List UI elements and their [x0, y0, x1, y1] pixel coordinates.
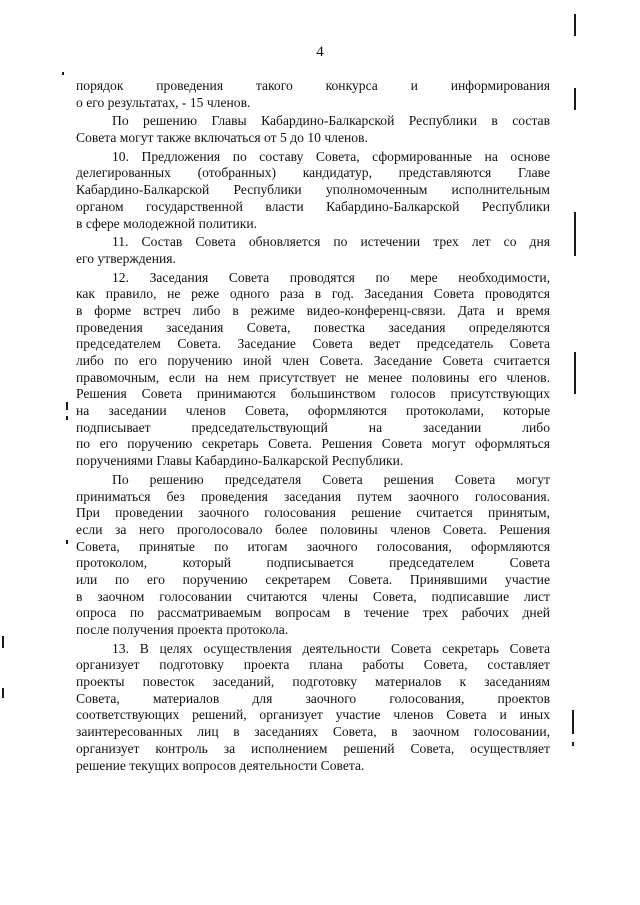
- paragraph: [76, 78, 550, 111]
- text-line: заинтересованных лиц в заседаниях Совета, в заочном голосовании,: [76, 724, 550, 740]
- paragraph: [76, 113, 550, 146]
- scan-mark: [66, 540, 68, 544]
- text-line: после получения проекта протокола.: [76, 622, 289, 637]
- text-line: 13. В целях осуществления деятельности Совета секретарь Совета: [112, 640, 550, 656]
- scan-mark: [572, 742, 574, 746]
- text-line: как правило, не реже одного раза в год. Заседания Совета проводятся: [76, 286, 550, 302]
- scan-mark: [66, 402, 68, 410]
- scan-mark: [574, 212, 576, 256]
- text-line: на заседании членов Совета, оформляются протоколами, которые: [76, 403, 550, 419]
- text-line: или по его поручению секретарем Совета. Принявшими участие: [76, 571, 550, 587]
- text-line: При проведении заочного голосования решение считается принятым,: [76, 505, 550, 521]
- paragraph: [76, 641, 550, 775]
- text-line: о его результатах, - 15 членов.: [76, 94, 251, 110]
- scan-mark: [2, 636, 4, 648]
- text-line: соответствующих решений, организует участие членов Совета и иных: [76, 707, 550, 723]
- text-line: приниматься без проведения заседания путем заочного голосования.: [76, 488, 550, 504]
- text-line: решение текущих вопросов деятельности Совета.: [76, 757, 365, 773]
- text-line: организует подготовку проекта плана работы Совета, составляет: [76, 657, 550, 673]
- text-line: 11. Состав Совета обновляется по истечении трех лет со дня: [112, 234, 550, 250]
- scan-mark: [66, 416, 68, 420]
- scan-mark: [574, 14, 576, 36]
- text-line: председателем Совета. Заседание Совета ведет председатель Совета: [76, 336, 550, 352]
- text-line: организует контроль за исполнением решений Совета, осуществляет: [76, 740, 550, 756]
- paragraph: [76, 270, 550, 470]
- scan-mark: [574, 88, 576, 110]
- text-line: проекты повесток заседаний, подготовку материалов к заседаниям: [76, 674, 550, 690]
- text-line: делегированных (отобранных) кандидатур, представляются Главе: [76, 165, 550, 181]
- text-line: если за него проголосовало более половины членов Совета. Решения: [76, 521, 550, 537]
- text-line: 10. Предложения по составу Совета, сформированные на основе: [112, 148, 550, 164]
- text-line: Совета могут также включаться от 5 до 10 членов.: [76, 130, 368, 146]
- text-line: Кабардино-Балкарской Республики уполномоченным исполнительным: [76, 182, 550, 198]
- scan-mark: [2, 688, 4, 698]
- text-line: порядок проведения такого конкурса и информирования: [76, 78, 550, 93]
- text-line: опроса по рассматриваемым вопросам в течение трех рабочих дней: [76, 605, 550, 621]
- text-line: в сфере молодежной политики.: [76, 215, 258, 231]
- text-line: 12. Заседания Совета проводятся по мере необходимости,: [112, 269, 550, 285]
- text-line: подписывает председательствующий на заседании либо: [76, 419, 550, 435]
- text-line: протоколом, который подписывается председателем Совета: [76, 555, 550, 571]
- text-line: Решения Совета принимаются большинством голосов присутствующих: [76, 386, 550, 402]
- text-line: Совета, материалов для заочного голосования, проектов: [76, 690, 550, 706]
- text-line: по его поручению секретарь Совета. Решения Совета могут оформляться: [76, 436, 550, 452]
- text-line: в форме встреч либо в режиме видео-конференц-связи. Дата и время: [76, 302, 550, 318]
- text-line: в заочном голосовании считаются члены Совета, подписавшие лист: [76, 588, 550, 604]
- text-line: По решению Главы Кабардино-Балкарской Республики в состав: [112, 113, 550, 129]
- page-number: 4: [316, 44, 324, 60]
- text-line: По решению председателя Совета решения Совета могут: [112, 471, 550, 487]
- text-line: правомочным, если на нем присутствует не менее половины его членов.: [76, 369, 550, 385]
- text-line: поручениями Главы Кабардино-Балкарской Республики.: [76, 453, 404, 469]
- text-line: органом государственной власти Кабардино-Балкарской Республики: [76, 198, 550, 214]
- text-line: его утверждения.: [76, 250, 176, 266]
- text-line: либо по его поручению иной член Совета. Заседание Совета считается: [76, 353, 550, 368]
- text-line: проведения заседания Совета, повестка заседания определяются: [76, 319, 550, 335]
- paragraph: [76, 234, 550, 267]
- document-body: [76, 78, 550, 774]
- scan-mark: [572, 710, 574, 734]
- scan-mark: [574, 352, 576, 394]
- scan-mark: [62, 72, 64, 75]
- paragraph: [76, 472, 550, 639]
- text-line: Совета, принятые по итогам заочного голосования, оформляются: [76, 538, 550, 554]
- paragraph: [76, 149, 550, 232]
